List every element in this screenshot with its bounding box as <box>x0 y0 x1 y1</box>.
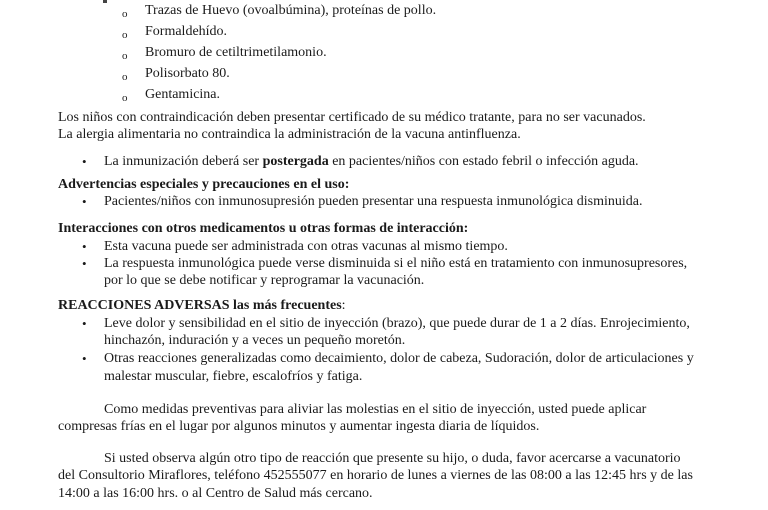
interactions-item-2-line-1: La respuesta inmunológica puede verse disminuida si el niño está en tratamiento con inmunosupresores, <box>104 256 688 271</box>
sub-item-1: Trazas de Huevo (ovoalbúmina), proteínas de pollo. <box>145 3 437 18</box>
preventive-line-1: Como medidas preventivas para aliviar las molestias en el sitio de inyección, usted puede aplicar <box>104 402 647 417</box>
bullet: • <box>82 351 87 366</box>
interactions-heading: Interacciones con otros medicamentos u otras formas de interacción: <box>58 221 469 236</box>
postponed-bold: postergada <box>262 154 329 169</box>
sub-bullet: o <box>122 71 128 83</box>
adverse-heading-text: REACCIONES ADVERSAS las más frecuentes <box>58 298 342 313</box>
postponed-after: en pacientes/niños con estado febril o infección aguda. <box>328 154 639 169</box>
postponed-text <box>104 154 639 170</box>
preventive-line-2: compresas frías en el lugar por algunos minutos y aumentar ingesta diaria de líquidos. <box>58 419 540 434</box>
page-mark <box>103 0 107 3</box>
bullet: • <box>82 316 87 331</box>
contact-line-1: Si usted observa algún otro tipo de reacción que presente su hijo, o duda, favor acercarse a vacunatorio <box>104 451 681 466</box>
adverse-item-2-line-1: Otras reacciones generalizadas como decaimiento, dolor de cabeza, Sudoración, dolor de articulaciones y <box>104 351 694 366</box>
bullet: • <box>82 239 87 254</box>
adverse-heading <box>58 298 346 314</box>
contraindication-line-2: La alergia alimentaria no contraindica la administración de la vacuna antinfluenza. <box>58 127 521 142</box>
adverse-item-1-line-1: Leve dolor y sensibilidad en el sitio de inyección (brazo), que puede durar de 1 a 2 días. Enrojecimiento, <box>104 316 690 331</box>
warnings-item-1: Pacientes/niños con inmunosupresión pueden presentar una respuesta inmunológica disminuida. <box>104 194 643 209</box>
interactions-item-2-line-2: por lo que se debe notificar y reprogramar la vacunación. <box>104 273 425 288</box>
sub-bullet: o <box>122 50 128 62</box>
sub-item-2: Formaldehído. <box>145 24 228 39</box>
contact-line-2: del Consultorio Miraflores, teléfono 452555077 en horario de lunes a viernes de las 08:00 a las 12:45 hrs y de las <box>58 468 693 483</box>
bullet: • <box>82 256 87 271</box>
postponed-before: La inmunización deberá ser <box>104 154 263 169</box>
bullet: • <box>82 154 87 169</box>
sub-item-5: Gentamicina. <box>145 87 221 102</box>
adverse-item-2-line-2: malestar muscular, fiebre, escalofríos y fatiga. <box>104 369 363 384</box>
warnings-heading: Advertencias especiales y precauciones en el uso: <box>58 177 350 192</box>
contraindication-line-1: Los niños con contraindicación deben presentar certificado de su médico tratante, para no ser vacunados. <box>58 110 646 125</box>
sub-item-3: Bromuro de cetiltrimetilamonio. <box>145 45 327 60</box>
sub-bullet: o <box>122 92 128 104</box>
contact-line-3: 14:00 a las 16:00 hrs. o al Centro de Salud más cercano. <box>58 486 373 501</box>
sub-bullet: o <box>122 29 128 41</box>
interactions-item-1: Esta vacuna puede ser administrada con otras vacunas al mismo tiempo. <box>104 239 508 254</box>
adverse-item-1-line-2: hinchazón, induración y a veces un pequeño moretón. <box>104 333 406 348</box>
sub-item-4: Polisorbato 80. <box>145 66 230 81</box>
bullet: • <box>82 194 87 209</box>
sub-bullet: o <box>122 8 128 20</box>
adverse-heading-colon: : <box>341 298 346 313</box>
